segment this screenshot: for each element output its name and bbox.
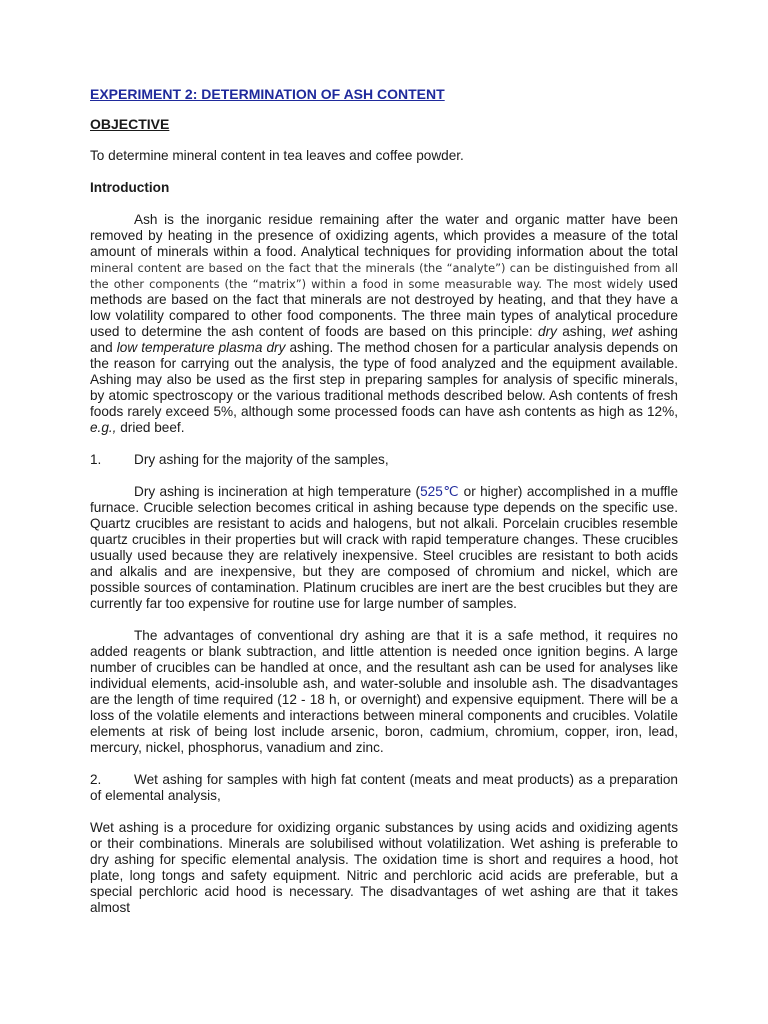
intro-eg: e.g.,	[90, 420, 117, 435]
dry-temperature: 525℃	[420, 484, 460, 499]
document-title: EXPERIMENT 2: DETERMINATION OF ASH CONTENT	[90, 86, 445, 102]
list-item-2-number: 2.	[90, 772, 102, 787]
dry-ashing-paragraph	[90, 484, 678, 612]
list-item-2	[90, 772, 678, 804]
intro-text-1: Ash is the inorganic residue remaining after the water and organic matter have been removed by heating in the presence of oxidizing agents, which provides a measure of the total amount of minerals within a food. Analytical techniques for providing information about the total	[90, 212, 678, 259]
intro-text-3: used methods are based on the fact that minerals are not destroyed by heating, and that they have a low volatility compared to other food components. The three main types of analytical procedure used to determine the ash content of foods are based on this principle:	[90, 276, 678, 339]
intro-text-2: mineral content are based on the fact that the minerals (the “analyte”) can be distinguished from all the other components (the “matrix”) within a food in some measurable way. The most widely	[90, 261, 678, 291]
intro-ltp-term: low temperature plasma dry	[116, 340, 286, 355]
list-item-2-text: Wet ashing for samples with high fat content (meats and meat products) as a preparation of elemental analysis,	[90, 772, 678, 803]
list-item-1-number: 1.	[90, 452, 102, 467]
intro-text-6: ashing. The method chosen for a particular analysis depends on the reason for carrying out the analysis, the type of food analyzed and the equipment available. Ashing may also be used as the first step in preparing samples for analysis of specific minerals, by atomic spectroscopy or the various traditional methods described below. Ash contents of fresh foods rarely exceed 5%, although some processed foods can have ash contents as high as 12%,	[90, 340, 678, 419]
intro-wet-term: wet	[611, 324, 633, 339]
intro-text-5: ashing and	[90, 324, 678, 355]
wet-ashing-paragraph: Wet ashing is a procedure for oxidizing organic substances by using acids and oxidizing agents or their combinations. Minerals are solubilised without volatilization. Wet ashing is preferable to dry ashing for specific elemental analysis. The oxidation time is short and requires a hood, hot plate, long tongs and safety equipment. Nitric and perchloric acid acids are preferable, but a special perchloric acid hood is necessary. The disadvantages of wet ashing are that it takes almost	[90, 820, 678, 915]
document-body	[90, 86, 678, 932]
list-item-1-text: Dry ashing for the majority of the samples,	[134, 452, 389, 467]
intro-text-4: ashing,	[562, 324, 607, 339]
dry-text-b: or higher) accomplished in a muffle furnace. Crucible selection becomes critical in ashing because type depends on the specific use. Quartz crucibles are resistant to acids and halogens, but not alkali. Porcelain crucibles resemble quartz crucibles in their properties but will crack with rapid temperature changes. These crucibles usually used because they are relatively inexpensive. Steel crucibles are resistant to both acids and alkalis and are inexpensive, but they are composed of chromium and nickel, which are possible sources of contamination. Platinum crucibles are inert are the best crucibles but they are currently far too expensive for routine use for large number of samples.	[90, 484, 678, 611]
advantages-paragraph: The advantages of conventional dry ashing are that it is a safe method, it requires no added reagents or blank subtraction, and little attention is needed once ignition begins. A large number of crucibles can be handled at once, and the resultant ash can be used for analyses like individual elements, acid-insoluble ash, and water-soluble and insoluble ash. The disadvantages are the length of time required (12 - 18 h, or overnight) and expensive equipment. There will be a loss of the volatile elements and interactions between mineral components and crucibles. Volatile elements at risk of being lost include arsenic, boron, cadmium, chromium, copper, iron, lead, mercury, nickel, phosphorus, vanadium and zinc.	[90, 628, 678, 755]
intro-dry-term: dry	[538, 324, 557, 339]
objective-text: To determine mineral content in tea leaves and coffee powder.	[90, 148, 464, 163]
intro-text-7: dried beef.	[120, 420, 185, 435]
list-item-1	[90, 452, 678, 468]
introduction-heading: Introduction	[90, 180, 170, 195]
objective-heading: OBJECTIVE	[90, 116, 170, 132]
introduction-paragraph	[90, 212, 678, 436]
dry-text-a: Dry ashing is incineration at high temperature (	[134, 484, 421, 499]
